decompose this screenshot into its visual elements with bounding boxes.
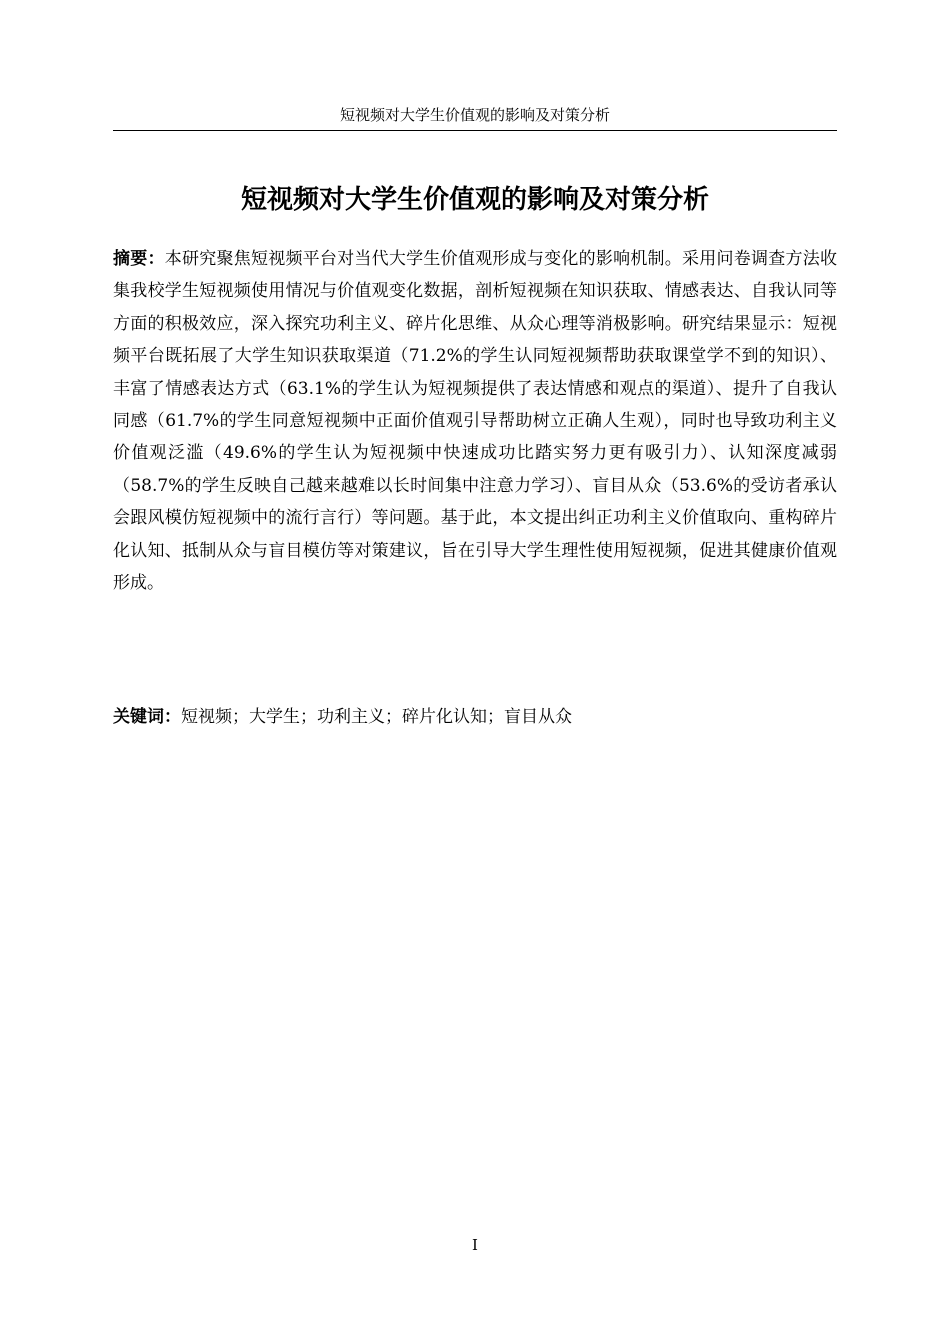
keywords-label: 关键词：: [113, 707, 181, 727]
running-header: 短视频对大学生价值观的影响及对策分析: [339, 106, 610, 124]
abstract-paragraph: [113, 243, 837, 599]
keywords-text: 短视频；大学生；功利主义；碎片化认知；盲目从众: [181, 707, 572, 727]
header-divider: [113, 130, 837, 131]
keywords-line: [113, 701, 837, 733]
abstract-text: 本研究聚焦短视频平台对当代大学生价值观形成与变化的影响机制。采用问卷调查方法收集我校学生短视频使用情况与价值观变化数据，剖析短视频在知识获取、情感表达、自我认同等方面的积极效应，深入探究功利主义、碎片化思维、从众心理等消极影响。研究结果显示：短视频平台既拓展了大学生知识获取渠道（71.2%的学生认同短视频帮助获取课堂学不到的知识）、丰富了情感表达方式（63.1%的学生认为短视频提供了表达情感和观点的渠道）、提升了自我认同感（61.7%的学生同意短视频中正面价值观引导帮助树立正确人生观），同时也导致功利主义价值观泛滥（49.6%的学生认为短视频中快速成功比踏实努力更有吸引力）、认知深度减弱（58.7%的学生反映自己越来越难以长时间集中注意力学习）、盲目从众（53.6%的受访者承认会跟风模仿短视频中的流行言行）等问题。基于此，本文提出纠正功利主义价值取向、重构碎片化认知、抵制从众与盲目模仿等对策建议，旨在引导大学生理性使用短视频，促进其健康价值观形成。: [113, 249, 838, 594]
abstract-label: 摘要：: [113, 249, 165, 269]
page-number: I: [472, 1236, 478, 1254]
paper-title: 短视频对大学生价值观的影响及对策分析: [240, 185, 709, 215]
